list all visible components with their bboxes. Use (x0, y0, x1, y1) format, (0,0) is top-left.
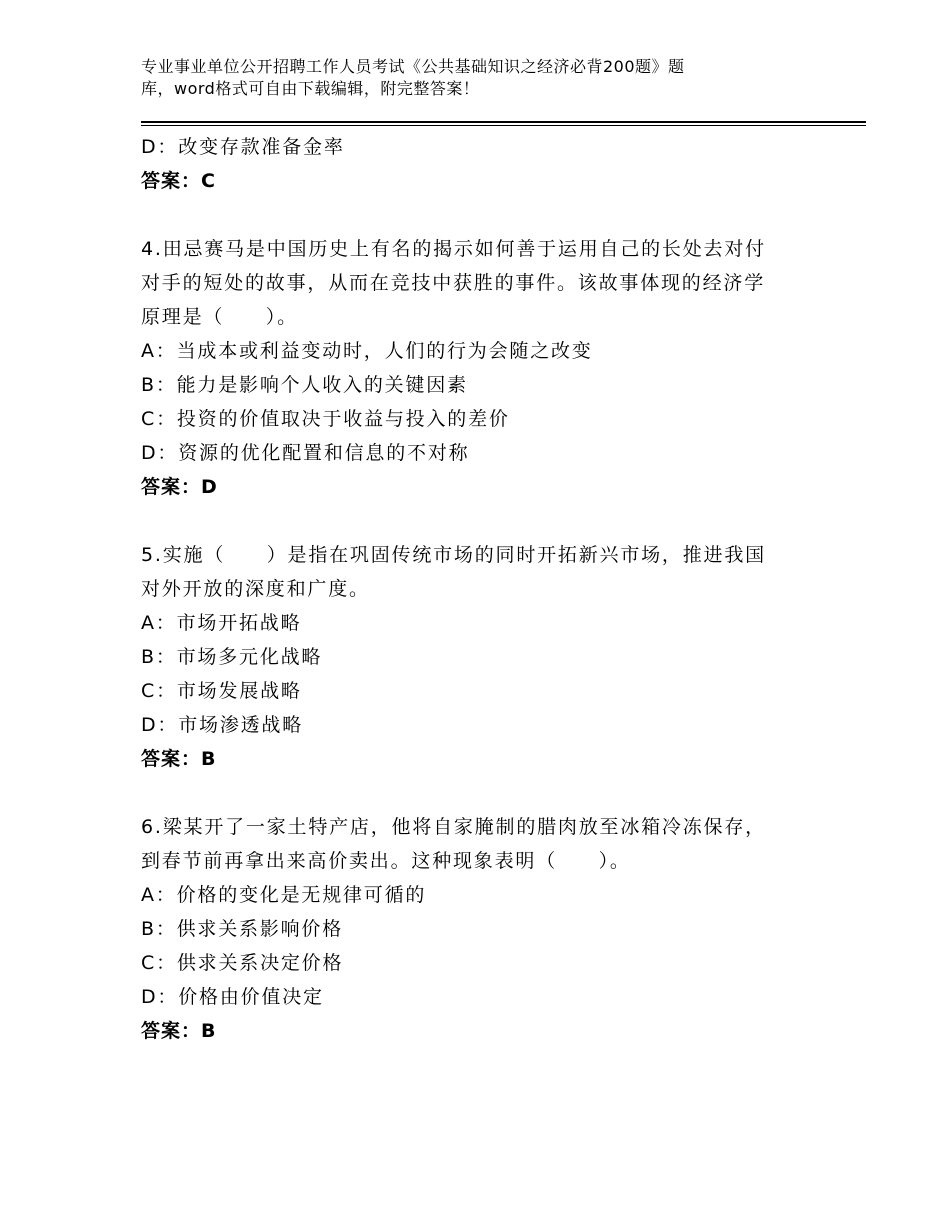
option-b: B：供求关系影响价格 (141, 918, 344, 940)
option-d: D：市场渗透战略 (141, 714, 304, 736)
header-title-line-2: 库，word格式可自由下载编辑，附完整答案！ (141, 79, 480, 98)
question-stem-line: 5.实施（ ）是指在巩固传统市场的同时开拓新兴市场，推进我国 (141, 544, 766, 566)
option-a: A：当成本或利益变动时，人们的行为会随之改变 (141, 340, 593, 362)
header-rule-thin (141, 125, 866, 126)
header-title-line-1: 专业事业单位公开招聘工作人员考试《公共基础知识之经济必背200题》题 (141, 57, 685, 76)
option-b: B：能力是影响个人收入的关键因素 (141, 374, 468, 396)
question-stem-line: 原理是（ ）。 (141, 306, 298, 328)
question-stem-line: 4.田忌赛马是中国历史上有名的揭示如何善于运用自己的长处去对付 (141, 238, 766, 260)
document-header (141, 56, 781, 100)
header-rule-thick (141, 121, 866, 123)
answer-label: 答案：B (141, 748, 217, 770)
question-stem-line: 6.梁某开了一家土特产店，他将自家腌制的腊肉放至冰箱冷冻保存， (141, 816, 766, 838)
question-stem-line: 到春节前再拿出来高价卖出。这种现象表明（ ）。 (141, 850, 631, 872)
answer-label: 答案：B (141, 1020, 217, 1042)
question-5 (141, 538, 831, 776)
option-d: D：价格由价值决定 (141, 986, 324, 1008)
answer-label: 答案：D (141, 476, 218, 498)
option-a: A：价格的变化是无规律可循的 (141, 884, 427, 906)
question-stem-line: 对外开放的深度和广度。 (141, 578, 370, 600)
document-body (141, 130, 831, 1048)
option-b: B：市场多元化战略 (141, 646, 323, 668)
option-c: C：供求关系决定价格 (141, 952, 344, 974)
question-6 (141, 810, 831, 1048)
option-c: C：投资的价值取决于收益与投入的差价 (141, 408, 510, 430)
question-4 (141, 232, 831, 504)
question-stem-line: 对手的短处的故事，从而在竞技中获胜的事件。该故事体现的经济学 (141, 272, 766, 294)
prev-question-option-d: D：改变存款准备金率 (141, 136, 345, 158)
option-a: A：市场开拓战略 (141, 612, 302, 634)
prev-question-answer: 答案：C (141, 170, 216, 192)
option-d: D：资源的优化配置和信息的不对称 (141, 442, 470, 464)
option-c: C：市场发展战略 (141, 680, 302, 702)
